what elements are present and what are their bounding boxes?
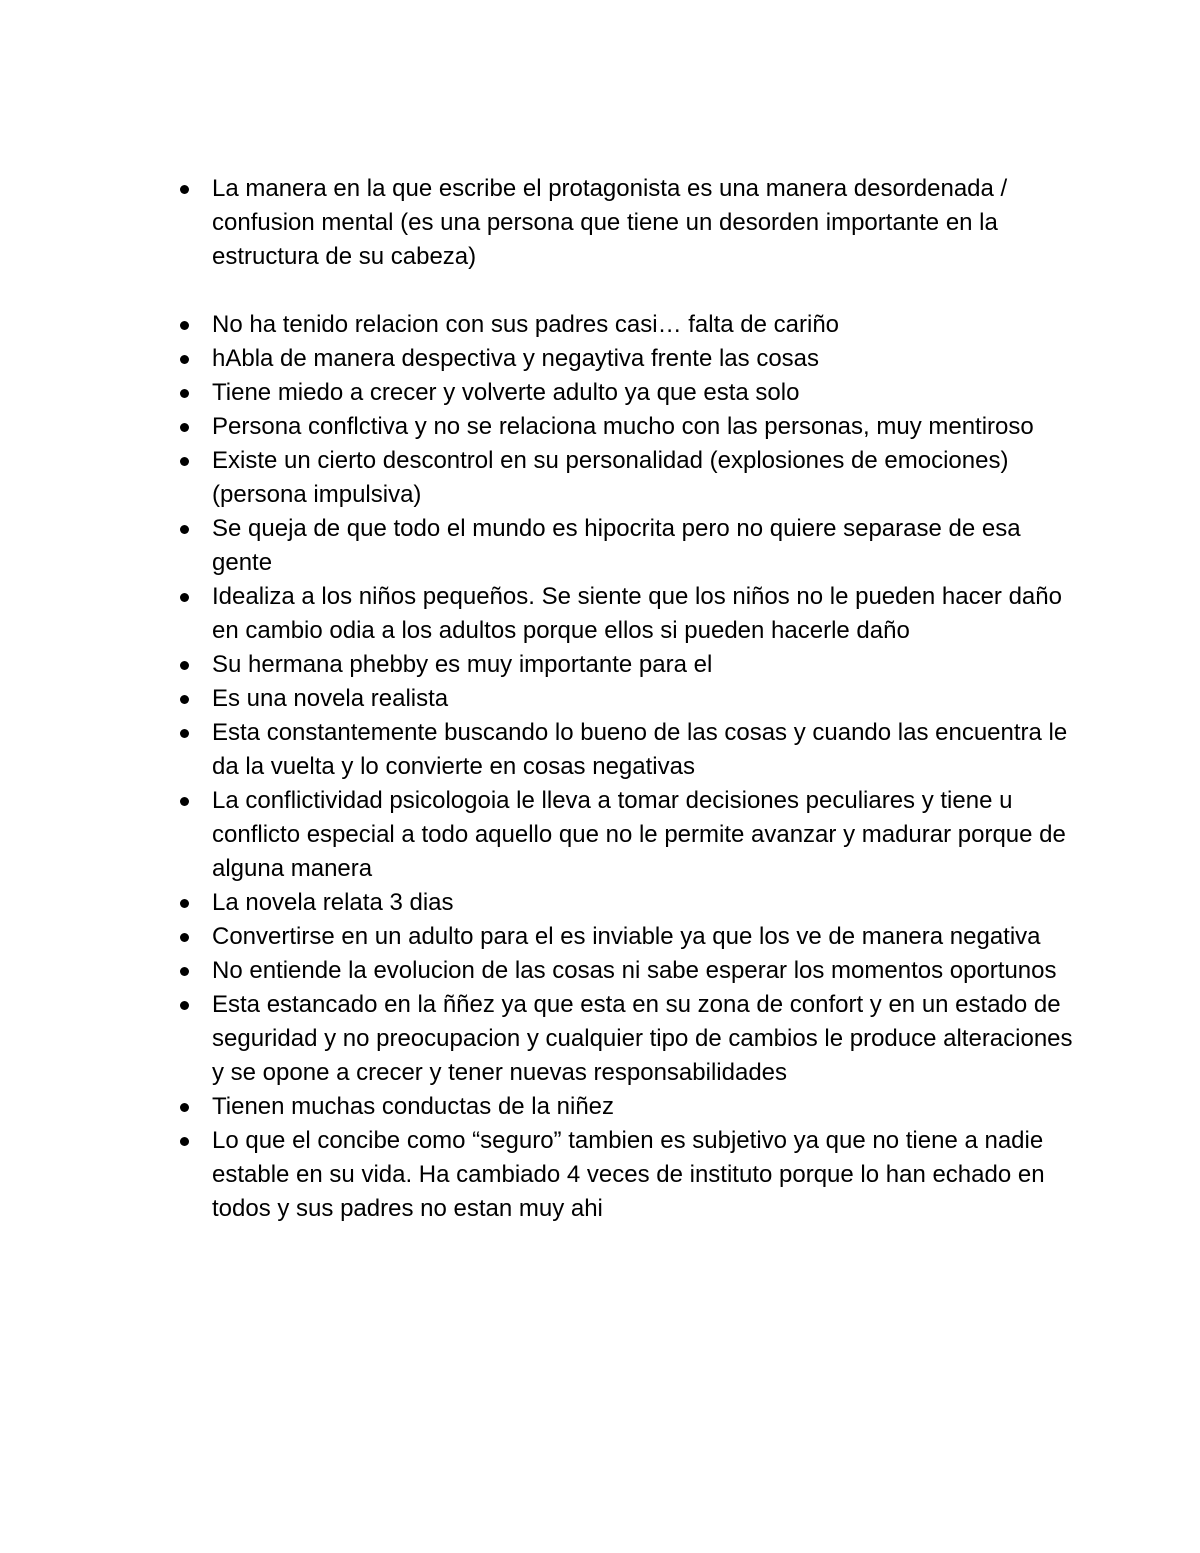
list-item-text: La novela relata 3 dias [212,889,454,916]
bullet-icon [180,321,189,330]
bullet-icon [180,661,189,670]
list-item-text: Es una novela realista [212,685,449,712]
list-item [176,886,1076,920]
list-item [176,716,1076,784]
list-item-text: Convertirse en un adulto para el es inviable ya que los ve de manera negativa [212,923,1041,950]
list-item-text: Idealiza a los niños pequeños. Se siente que los niños no le pueden hacer daño en cambio odia a los adultos porque ellos si pueden hacerle daño [212,583,1062,644]
list-item-text: La conflictividad psicologoia le lleva a tomar decisiones peculiares y tiene u conflicto especial a todo aquello que no le permite avanzar y madurar porque de alguna manera [212,787,1066,882]
list-item [176,1124,1076,1226]
list-item-text: Existe un cierto descontrol en su personalidad (explosiones de emociones) (persona impulsiva) [212,447,1009,508]
bullet-icon [180,185,189,194]
bullet-icon [180,423,189,432]
list-item-text: Tiene miedo a crecer y volverte adulto ya que esta solo [212,379,800,406]
list-item-text: Persona conflctiva y no se relaciona mucho con las personas, muy mentiroso [212,413,1034,440]
list-item [176,988,1076,1090]
list-item [176,580,1076,648]
list-item [176,444,1076,512]
list-item-text: No ha tenido relacion con sus padres casi… falta de cariño [212,311,840,338]
bullet-icon [180,389,189,398]
list-item-text: La manera en la que escribe el protagonista es una manera desordenada / confusion mental (es una persona que tiene un desorden importante en la estructura de su cabeza) [212,175,1008,270]
list-item [176,784,1076,886]
bullet-icon [180,1001,189,1010]
list-item-text: Esta constantemente buscando lo bueno de las cosas y cuando las encuentra le da la vuelta y lo convierte en cosas negativas [212,719,1068,780]
list-item [176,648,1076,682]
list-item [176,1090,1076,1124]
bullet-list [176,172,1076,1226]
list-item [176,682,1076,716]
list-item [176,376,1076,410]
list-item-text: Su hermana phebby es muy importante para el [212,651,713,678]
list-item [176,172,1076,274]
bullet-icon [180,797,189,806]
bullet-icon [180,355,189,364]
list-item-text: Tienen muchas conductas de la niñez [212,1093,615,1120]
list-item-text: hAbla de manera despectiva y negaytiva frente las cosas [212,345,820,372]
bullet-icon [180,593,189,602]
list-item-text: Esta estancado en la ññez ya que esta en su zona de confort y en un estado de seguridad y no preocupacion y cualquier tipo de cambios le produce alteraciones y se opone a crecer y tener nuevas responsabilidades [212,991,1073,1086]
list-item [176,512,1076,580]
list-item [176,342,1076,376]
list-item-text: No entiende la evolucion de las cosas ni sabe esperar los momentos oportunos [212,957,1057,984]
list-item [176,954,1076,988]
bullet-icon [180,729,189,738]
bullet-icon [180,933,189,942]
list-item [176,308,1076,342]
bullet-icon [180,1137,189,1146]
notes-content [176,172,1076,1226]
bullet-icon [180,695,189,704]
bullet-icon [180,1103,189,1112]
list-item-text: Se queja de que todo el mundo es hipocrita pero no quiere separase de esa gente [212,515,1021,576]
list-item-text: Lo que el concibe como “seguro” tambien es subjetivo ya que no tiene a nadie estable en su vida. Ha cambiado 4 veces de instituto porque lo han echado en todos y sus padres no estan muy ahi [212,1127,1045,1222]
bullet-icon [180,899,189,908]
list-item [176,920,1076,954]
bullet-icon [180,457,189,466]
list-item [176,410,1076,444]
bullet-icon [180,967,189,976]
bullet-icon [180,525,189,534]
